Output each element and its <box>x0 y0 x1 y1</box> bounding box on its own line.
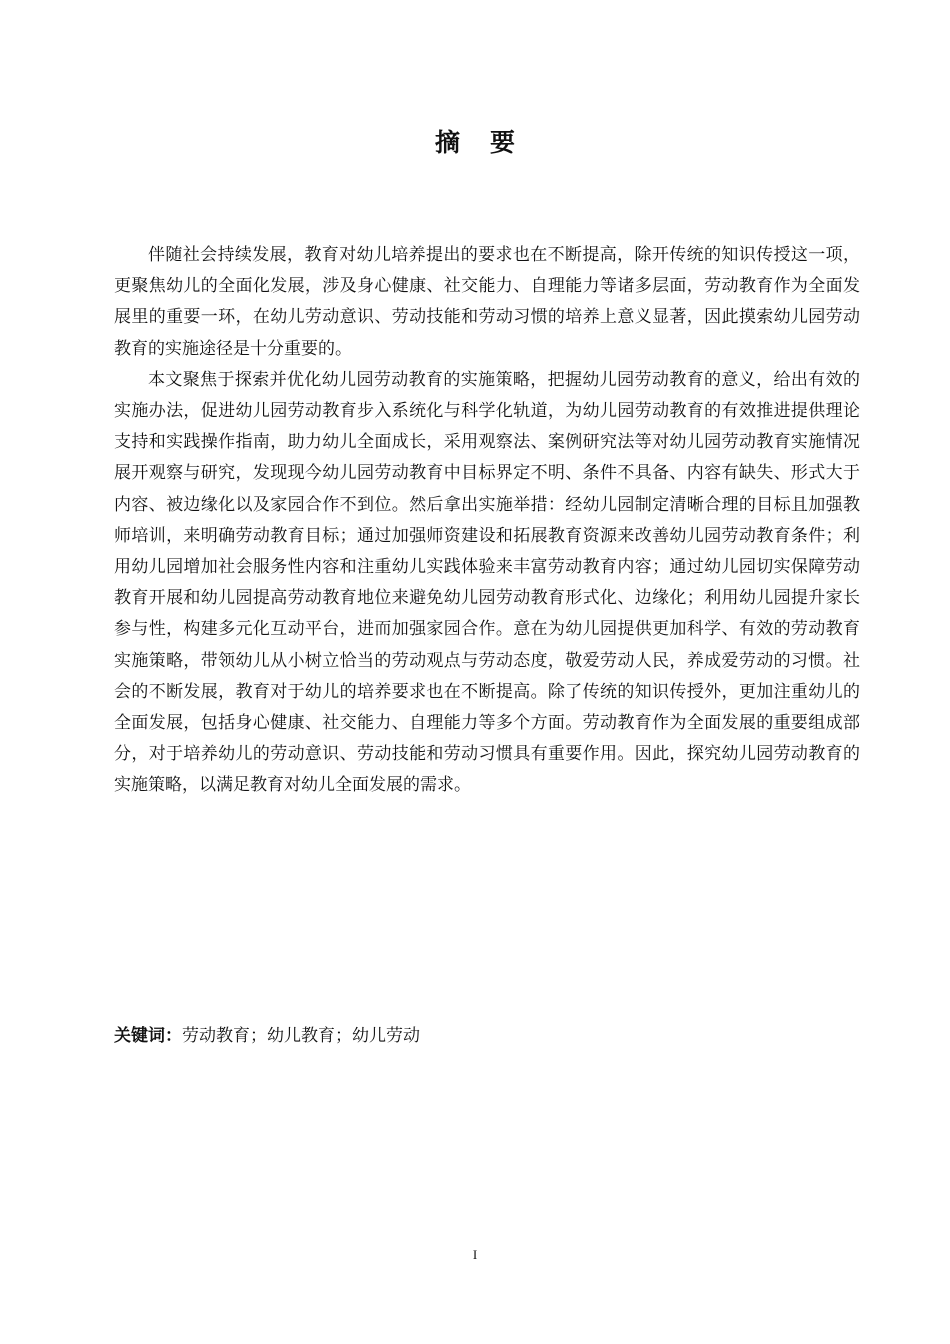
abstract-paragraph-1: 伴随社会持续发展，教育对幼儿培养提出的要求也在不断提高，除开传统的知识传授这一项，更聚焦幼儿的全面化发展，涉及身心健康、社交能力、自理能力等诸多层面，劳动教育作为全面发展里的重要一环，在幼儿劳动意识、劳动技能和劳动习惯的培养上意义显著，因此摸索幼儿园劳动教育的实施途径是十分重要的。 <box>114 245 860 359</box>
abstract-paragraph-2: 本文聚焦于探索并优化幼儿园劳动教育的实施策略，把握幼儿园劳动教育的意义，给出有效的实施办法，促进幼儿园劳动教育步入系统化与科学化轨道，为幼儿园劳动教育的有效推进提供理论支持和实践操作指南，助力幼儿全面成长，采用观察法、案例研究法等对幼儿园劳动教育实施情况展开观察与研究，发现现今幼儿园劳动教育中目标界定不明、条件不具备、内容有缺失、形式大于内容、被边缘化以及家园合作不到位。然后拿出实施举措：经幼儿园制定清晰合理的目标且加强教师培训，来明确劳动教育目标；通过加强师资建设和拓展教育资源来改善幼儿园劳动教育条件；利用幼儿园增加社会服务性内容和注重幼儿实践体验来丰富劳动教育内容；通过幼儿园切实保障劳动教育开展和幼儿园提高劳动教育地位来避免幼儿园劳动教育形式化、边缘化；利用幼儿园提升家长参与性，构建多元化互动平台，进而加强家园合作。意在为幼儿园提供更加科学、有效的劳动教育实施策略，带领幼儿从小树立恰当的劳动观点与劳动态度，敬爱劳动人民，养成爱劳动的习惯。社会的不断发展，教育对于幼儿的培养要求也在不断提高。除了传统的知识传授外，更加注重幼儿的全面发展，包括身心健康、社交能力、自理能力等多个方面。劳动教育作为全面发展的重要组成部分，对于培养幼儿的劳动意识、劳动技能和劳动习惯具有重要作用。因此，探究幼儿园劳动教育的实施策略，以满足教育对幼儿全面发展的需求。 <box>114 369 860 796</box>
keywords-label: 关键词： <box>114 1026 182 1046</box>
keywords-value: 劳动教育；幼儿教育；幼儿劳动 <box>182 1026 420 1046</box>
abstract-title-char-2: 要 <box>490 128 516 157</box>
abstract-title <box>0 123 950 159</box>
abstract-body <box>114 240 860 802</box>
abstract-title-char-1: 摘 <box>434 128 460 157</box>
keywords-line <box>114 1023 860 1049</box>
page-number: I <box>472 1247 478 1262</box>
